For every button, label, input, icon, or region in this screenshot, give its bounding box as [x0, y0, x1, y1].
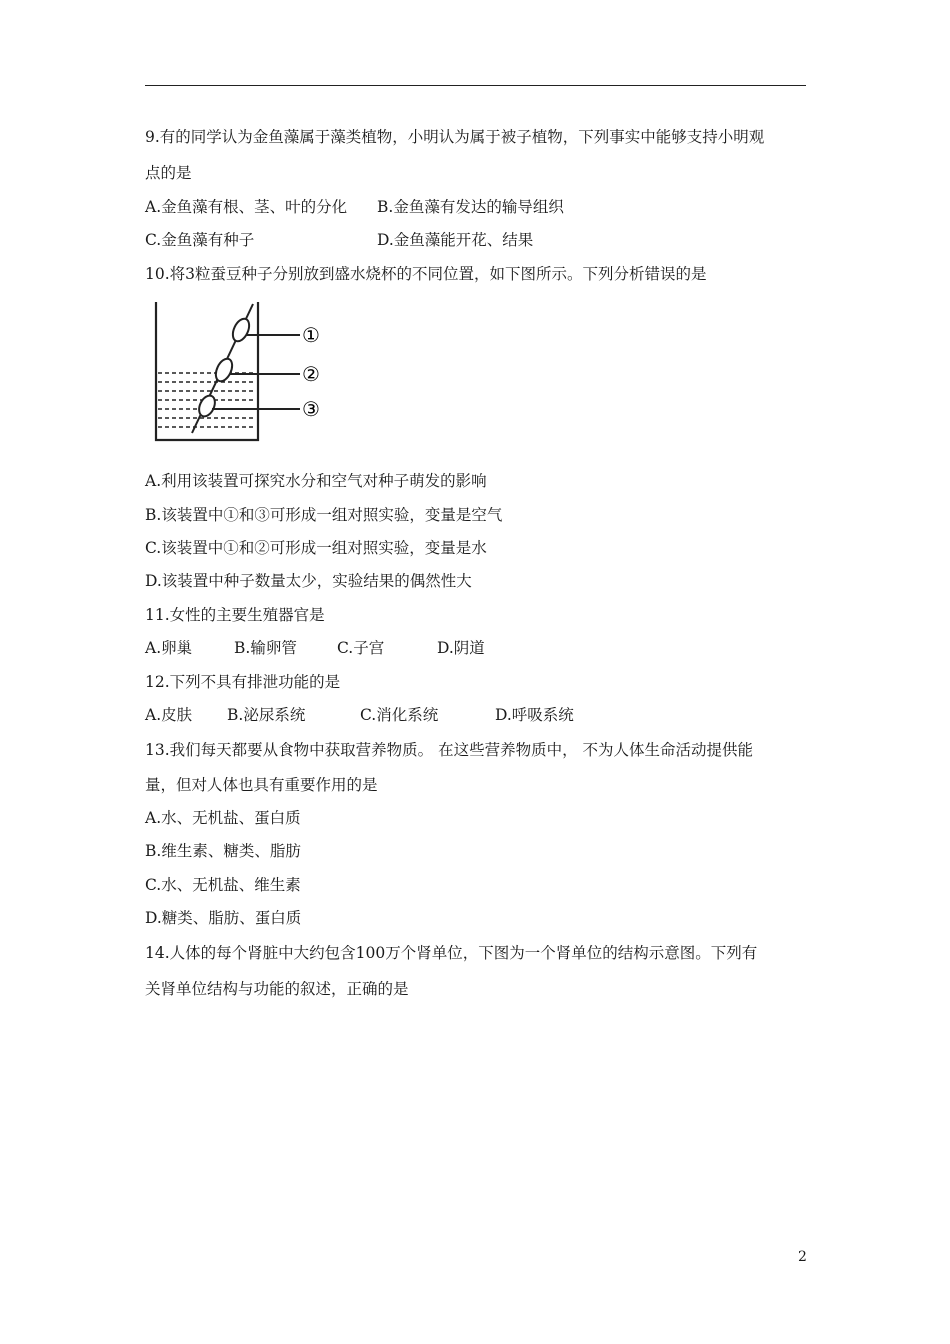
q13-option-d: D.糖类、脂肪、蛋白质	[145, 909, 302, 927]
q9-stem-line1: 9.有的同学认为金鱼藻属于藻类植物，小明认为属于被子植物，下列事实中能够支持小明观	[145, 128, 765, 146]
seed-1	[230, 316, 253, 344]
q11-stem: 11.女性的主要生殖器官是	[145, 606, 325, 624]
q14-stem-line1: 14.人体的每个肾脏中大约包含100万个肾单位，下图为一个肾单位的结构示意图。下列有	[145, 944, 758, 962]
q12-option-b: B.泌尿系统	[227, 706, 306, 724]
q12-stem: 12.下列不具有排泄功能的是	[145, 673, 341, 691]
q12-option-c: C.消化系统	[360, 706, 439, 724]
q11-option-a: A.卵巢	[145, 639, 193, 657]
q11-option-d: D.阴道	[437, 639, 485, 657]
q14-stem-line2: 关肾单位结构与功能的叙述，正确的是	[145, 980, 409, 998]
q13-option-a: A.水、无机盐、蛋白质	[145, 809, 301, 827]
q13-option-b: B.维生素、糖类、脂肪	[145, 842, 301, 860]
q12-option-a: A.皮肤	[145, 706, 193, 724]
q9-option-d: D.金鱼藻能开花、结果	[377, 231, 534, 249]
q13-option-c: C.水、无机盐、维生素	[145, 876, 301, 894]
page-number: 2	[798, 1249, 807, 1265]
seed-3	[196, 393, 218, 419]
q13-stem-line1: 13.我们每天都要从食物中获取营养物质。 在这些营养物质中， 不为人体生命活动提供能	[145, 741, 754, 759]
q10-option-a: A.利用该装置可探究水分和空气对种子萌发的影响	[145, 472, 487, 490]
header-rule	[145, 85, 806, 86]
seed-2	[213, 356, 236, 384]
q11-option-b: B.输卵管	[234, 639, 297, 657]
label-3: ③	[302, 397, 320, 421]
q9-option-a: A.金鱼藻有根、茎、叶的分化	[145, 198, 348, 216]
q11-option-c: C.子宫	[337, 639, 385, 657]
q13-stem-line2: 量，但对人体也具有重要作用的是	[145, 776, 378, 794]
beaker-figure	[150, 298, 355, 446]
q10-option-d: D.该装置中种子数量太少，实验结果的偶然性大	[145, 572, 472, 590]
q9-option-b: B.金鱼藻有发达的输导组织	[377, 198, 564, 216]
q12-option-d: D.呼吸系统	[495, 706, 574, 724]
q10-option-b: B.该装置中①和③可形成一组对照实验，变量是空气	[145, 506, 503, 524]
label-2: ②	[302, 362, 320, 386]
q10-stem: 10.将3粒蚕豆种子分别放到盛水烧杯的不同位置，如下图所示。下列分析错误的是	[145, 265, 707, 283]
q9-stem-line2: 点的是	[145, 164, 192, 182]
q10-option-c: C.该装置中①和②可形成一组对照实验，变量是水	[145, 539, 487, 557]
q9-option-c: C.金鱼藻有种子	[145, 231, 255, 249]
label-1: ①	[302, 323, 320, 347]
